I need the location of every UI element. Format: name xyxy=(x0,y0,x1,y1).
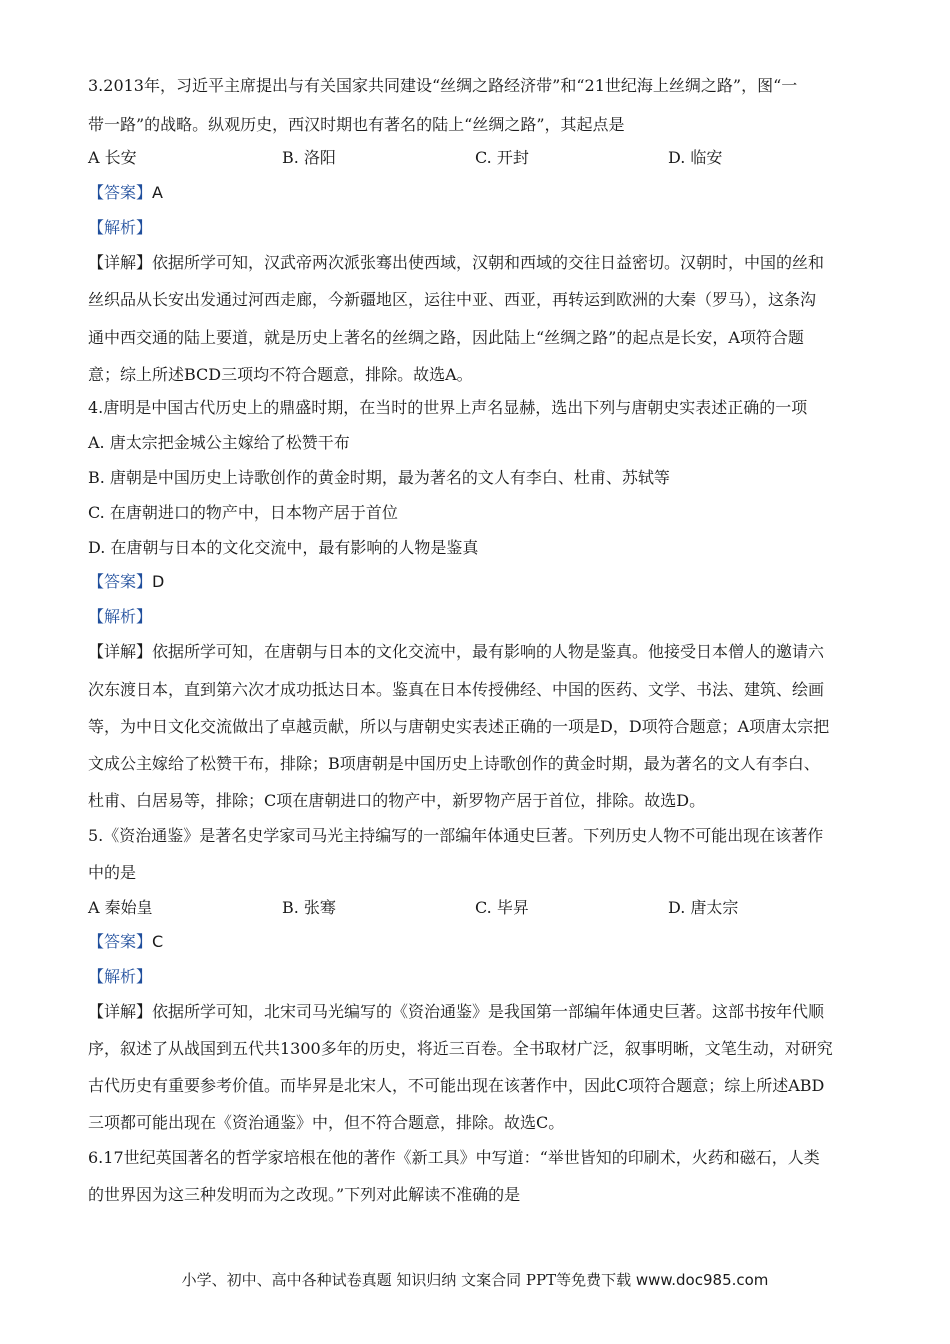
question-4-detail-line-3: 等，为中日文化交流做出了卓越贡献，所以与唐朝史实表述正确的一项是D，D项符合题意；A项唐太宗把 xyxy=(88,717,830,736)
question-4-detail-line-5: 杜甫、白居易等，排除；C项在唐朝进口的物产中，新罗物产居于首位，排除。故选D。 xyxy=(88,791,706,810)
question-4-detail-line-4: 文成公主嫁给了松赞干布，排除；B项唐朝是中国历史上诗歌创作的黄金时期，最为著名的文人有李白、 xyxy=(88,754,820,773)
question-6-stem-line-1: 6.17世纪英国著名的哲学家培根在他的著作《新工具》中写道：“举世皆知的印刷术，火药和磁石，人类 xyxy=(88,1148,820,1167)
question-5-analysis-tag: 【解析】 xyxy=(88,967,153,986)
question-5-detail-line-4: 三项都可能出现在《资治通鉴》中，但不符合题意，排除。故选C。 xyxy=(88,1113,565,1132)
question-3-option-b: B. 洛阳 xyxy=(282,148,336,167)
question-5-stem-line-1: 5.《资治通鉴》是著名史学家司马光主持编写的一部编年体通史巨著。下列历史人物不可能出现在该著作 xyxy=(88,826,824,845)
question-3-stem-line-2: 带一路”的战略。纵观历史，西汉时期也有著名的陆上“丝绸之路”，其起点是 xyxy=(88,115,625,134)
question-5-option-d: D. 唐太宗 xyxy=(668,898,739,917)
answer-tag: 【答案】 xyxy=(88,183,153,202)
question-5-detail-line-3: 古代历史有重要参考价值。而毕昇是北宋人，不可能出现在该著作中，因此C项符合题意；综上所述ABD xyxy=(88,1076,825,1095)
question-5-stem-line-2: 中的是 xyxy=(88,863,137,882)
question-4-detail-line-2: 次东渡日本，直到第六次才成功抵达日本。鉴真在日本传授佛经、中国的医药、文学、书法、建筑、绘画 xyxy=(88,680,825,699)
question-4-option-a: A. 唐太宗把金城公主嫁给了松赞干布 xyxy=(88,433,350,452)
question-3-detail-line-1 xyxy=(88,253,878,273)
detail-tag: 【详解】 xyxy=(88,642,153,661)
answer-tag: 【答案】 xyxy=(88,572,153,591)
question-3-option-d: D. 临安 xyxy=(668,148,723,167)
question-4-analysis-tag: 【解析】 xyxy=(88,607,153,626)
detail-text: 依据所学可知，在唐朝与日本的文化交流中，最有影响的人物是鉴真。他接受日本僧人的邀请六 xyxy=(152,642,825,661)
question-3-detail-line-3: 通中西交通的陆上要道，就是历史上著名的丝绸之路，因此陆上“丝绸之路”的起点是长安，A项符合题 xyxy=(88,328,804,347)
detail-tag: 【详解】 xyxy=(88,1002,153,1021)
answer-value: A xyxy=(152,183,163,202)
question-4-option-c: C. 在唐朝进口的物产中，日本物产居于首位 xyxy=(88,503,398,522)
question-5-detail-line-1 xyxy=(88,1002,878,1022)
question-3-answer xyxy=(88,183,878,203)
question-4-stem-line-1: 4.唐明是中国古代历史上的鼎盛时期，在当时的世界上声名显赫，选出下列与唐朝史实表述正确的一项 xyxy=(88,398,808,417)
detail-tag: 【详解】 xyxy=(88,253,153,272)
footer-text: 小学、初中、高中各种试卷真题 知识归纳 文案合同 PPT等免费下载 xyxy=(181,1271,636,1289)
question-3-stem-line-1: 3.2013年，习近平主席提出与有关国家共同建设“丝绸之路经济带”和“21世纪海上丝绸之路”，图“一 xyxy=(88,76,798,95)
question-3-option-a: A 长安 xyxy=(88,148,137,167)
question-3-options xyxy=(88,148,878,168)
question-4-option-d: D. 在唐朝与日本的文化交流中，最有影响的人物是鉴真 xyxy=(88,538,479,557)
question-5-option-c: C. 毕昇 xyxy=(475,898,529,917)
question-5-option-a: A 秦始皇 xyxy=(88,898,153,917)
question-4-detail-line-1 xyxy=(88,642,878,662)
question-5-options xyxy=(88,898,878,918)
detail-text: 依据所学可知，汉武帝两次派张骞出使西域，汉朝和西域的交往日益密切。汉朝时，中国的丝和 xyxy=(152,253,825,272)
answer-value: C xyxy=(152,932,164,951)
page-footer xyxy=(0,1270,950,1290)
question-4-answer xyxy=(88,572,878,592)
answer-tag: 【答案】 xyxy=(88,932,153,951)
question-3-detail-line-2: 丝织品从长安出发通过河西走廊，今新疆地区，运往中亚、西亚，再转运到欧洲的大秦（罗马），这条沟 xyxy=(88,290,817,309)
question-3-analysis-tag: 【解析】 xyxy=(88,218,153,237)
detail-text: 依据所学可知，北宋司马光编写的《资治通鉴》是我国第一部编年体通史巨著。这部书按年代顺 xyxy=(152,1002,825,1021)
question-6-stem-line-2: 的世界因为这三种发明而为之改现。”下列对此解读不准确的是 xyxy=(88,1185,521,1204)
question-5-option-b: B. 张骞 xyxy=(282,898,336,917)
question-3-detail-line-4: 意；综上所述BCD三项均不符合题意，排除。故选A。 xyxy=(88,365,473,384)
question-3-option-c: C. 开封 xyxy=(475,148,529,167)
question-5-detail-line-2: 序，叙述了从战国到五代共1300多年的历史，将近三百卷。全书取材广泛，叙事明晰，文笔生动，对研究 xyxy=(88,1039,833,1058)
answer-value: D xyxy=(152,572,165,591)
question-4-option-b: B. 唐朝是中国历史上诗歌创作的黄金时期，最为著名的文人有李白、杜甫、苏轼等 xyxy=(88,468,670,487)
question-5-answer xyxy=(88,932,878,952)
footer-site-link[interactable]: www.doc985.com xyxy=(635,1271,769,1289)
